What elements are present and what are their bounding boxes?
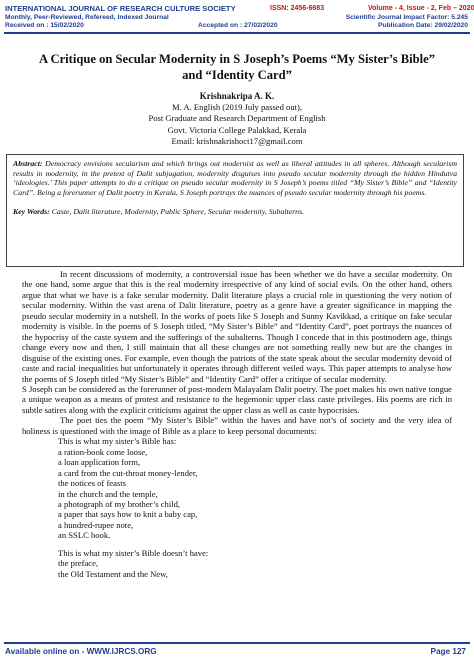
- received-date: Received on : 15/02/2020: [5, 22, 84, 29]
- poem-line: a ration-book come loose,: [58, 446, 148, 457]
- author-block: [60, 91, 414, 147]
- poem-line: a loan application form,: [58, 457, 141, 468]
- article-title-line-2: and “Identity Card”: [182, 68, 292, 82]
- article-body: [22, 269, 452, 579]
- publication-date: Publication Date: 29/02/2020: [378, 22, 468, 29]
- header-divider: [4, 32, 470, 34]
- abstract-label: Abstract:: [13, 159, 43, 168]
- stanza-gap: [22, 541, 452, 548]
- poem-line: the preface,: [58, 558, 99, 569]
- issn: ISSN: 2456-6683: [270, 5, 325, 12]
- journal-header: [0, 0, 474, 46]
- poem-line: a photograph of my brother’s child,: [58, 498, 181, 509]
- page-number: Page 127: [430, 647, 466, 656]
- poem-line: This is what my sister’s Bible has:: [58, 436, 177, 447]
- poem-line: This is what my sister’s Bible doesn’t have:: [58, 547, 209, 558]
- body-paragraph-2: S Joseph can be considered as the forerunner of post-modern Malayalam Dalit poetry. The poet makes his own native tongue a unique weapon as a means of protest and resistance to the hegemonic upper class caste privileges. His poems are rich in subtle satires along with the explicit criticisms against the upper class as well as caste hypocrisies.: [22, 383, 452, 415]
- poem-line: a paper that says how to knit a baby cap,: [58, 509, 198, 520]
- abstract-text: Democracy envisions secularism and which brings out modernist as well as liberal attitudes in all spheres. Although secularism results in modernity, in the pretext of Dalit subjugation, modernity disguises into pseudo secular modernity through the hidden Hindutva ‘ideologies.’ This paper attempts to do a critique on pseudo secular modernity in S Joseph’s poems titled “My Sister’s Bible” and “Identity Card”. Being a forerunner of Dalit poetry in Kerala, S Joseph portrays the nuances of pseudo secular modernity through his poems.: [13, 159, 457, 197]
- author-department: Post Graduate and Research Department of English: [148, 113, 326, 124]
- footer-website[interactable]: Available online on - WWW.IJRCS.ORG: [5, 647, 157, 656]
- author-college: Govt. Victoria College Palakkad, Kerala: [167, 124, 307, 135]
- poem-line: a card from the cut-throat money-lender,: [58, 467, 198, 478]
- author-name: Krishnakripa A. K.: [199, 91, 275, 101]
- abstract-box: [6, 154, 464, 267]
- poem-excerpt-2: [58, 548, 452, 579]
- poem-excerpt-1: [58, 436, 452, 541]
- poem-line: in the church and the temple,: [58, 488, 158, 499]
- accepted-date: Accepted on : 27/02/2020: [198, 22, 278, 29]
- body-paragraph-3: The poet ties the poem “My Sister’s Bible” within the haves and have not’s of society and the very idea of holiness is questioned with the image of Bible as a place to keep personal documents:: [22, 415, 452, 436]
- impact-factor: Scientific Journal Impact Factor: 5.245: [345, 14, 468, 21]
- keywords-label: Key Words:: [13, 207, 50, 217]
- footer-divider: [4, 642, 470, 644]
- article-title: [20, 51, 454, 83]
- poem-line: an SSLC book.: [58, 530, 111, 541]
- keywords-text: Caste, Dalit literature, Modernity, Public Sphere, Secular modernity, Subalterns.: [51, 207, 305, 217]
- poem-line: a hundred-rupee note,: [58, 519, 134, 530]
- keywords: [13, 207, 457, 217]
- journal-subtitle: Monthly, Peer-Reviewed, Refereed, Indexed Journal: [5, 14, 169, 21]
- journal-name: INTERNATIONAL JOURNAL OF RESEARCH CULTURE SOCIETY: [5, 4, 236, 13]
- author-email[interactable]: Email: krishnakrishoct17@gmail.com: [171, 135, 303, 146]
- body-paragraph-1: In recent discussions of modernity, a controversial issue has been whether we do have a secular modernity. On the one hand, some argue that this is the real modernity irrespective of any kind of social evils. On the other hand, others argue that what we have is a fake secular modernity. Dalit literature plays a crucial role in questioning the very notion of secular modernity. Within the vast arena of Dalit literature, poetry as a genre have a greater significance in mapping the pseudo secular modernity in a nutshell. In the works of poets like S Joseph and Sunny Kavikkad, a critique on fake secular modernity is visible. In the poems of S Joseph titled, “My Sister’s Bible” and “Identity Card”, poet portrays the nuances of the hypocrisy of the caste system and the sufferings of the subalterns. Though I concede that in this postmodern age, things change every now and then, I still maintain that all these changes are not something really new but are the changes in disguise of the existing ones. For example, even though the patriots of the state speak about the secular modernity devoid of caste and racial inequalities but unfortunately it operates through different veiled ways. This paper attempts to analyse how the poems of S Joseph titled “My Sister’s Bible” and “Identity Card” offer a critique of secular modernity.: [22, 269, 452, 384]
- article-title-line-1: A Critique on Secular Modernity in S Joseph’s Poems “My Sister’s Bible”: [38, 52, 436, 66]
- abstract: [13, 159, 457, 197]
- author-degree: M. A. English (2019 July passed out),: [171, 102, 303, 113]
- volume-issue: Volume - 4, Issue - 2, Feb – 2020: [368, 5, 474, 12]
- poem-line: the notices of feasts: [58, 478, 127, 489]
- poem-line: the Old Testament and the New,: [58, 568, 168, 579]
